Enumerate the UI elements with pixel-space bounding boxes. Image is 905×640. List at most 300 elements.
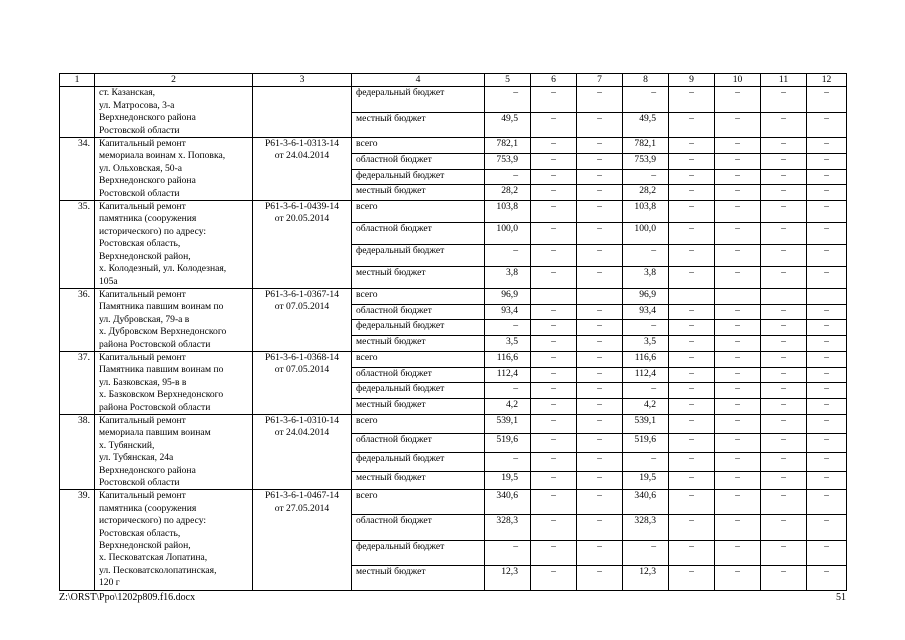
address-cell: [95, 87, 253, 138]
table-row: [60, 288, 847, 304]
value-cell-col6: –: [531, 452, 577, 471]
value-cell-col10: –: [715, 414, 761, 433]
funding-source-cell: областной бюджет: [352, 515, 485, 540]
registration-cell: [253, 138, 352, 201]
value-cell-col8: 28,2: [623, 185, 669, 201]
value-cell-col9: –: [669, 223, 715, 245]
value-cell-col6: –: [531, 515, 577, 540]
value-cell-col6: –: [531, 336, 577, 352]
value-cell-col5: –: [485, 540, 531, 565]
text-line: исторического) по адресу:: [99, 515, 207, 527]
value-cell-col7: –: [577, 138, 623, 154]
registration-cell: [253, 288, 352, 351]
value-cell-col12: –: [807, 383, 847, 399]
value-cell-col11: –: [761, 367, 807, 383]
value-cell-col10: –: [715, 153, 761, 169]
text-line: памятника (сооружения: [99, 213, 197, 225]
value-cell-col8: –: [623, 87, 669, 112]
text-line: от 07.05.2014: [274, 301, 330, 313]
value-cell-col7: –: [577, 383, 623, 399]
table-row: [60, 351, 847, 367]
value-cell-col11: –: [761, 452, 807, 471]
value-cell-col6: –: [531, 367, 577, 383]
value-cell-col5: 19,5: [485, 471, 531, 490]
value-cell-col11: –: [761, 471, 807, 490]
value-cell-col5: 782,1: [485, 138, 531, 154]
table-row: [60, 490, 847, 515]
value-cell-col5: 753,9: [485, 153, 531, 169]
text-line: Верхнедонского района: [99, 175, 196, 187]
funding-source-cell: всего: [352, 288, 485, 304]
value-cell-col11: –: [761, 244, 807, 266]
budget-table: [59, 73, 847, 591]
column-header-10: 10: [715, 74, 761, 87]
text-line: Памятника павшим воинам по: [99, 301, 224, 313]
value-cell-col12: –: [807, 452, 847, 471]
value-cell-col11: –: [761, 138, 807, 154]
value-cell-col9: –: [669, 383, 715, 399]
value-cell-col9: –: [669, 540, 715, 565]
value-cell-col8: 96,9: [623, 288, 669, 304]
text-line: Р61-3-6-1-0439-14: [264, 201, 340, 213]
registration-cell: [253, 490, 352, 590]
value-cell-col10: –: [715, 351, 761, 367]
entry-number-cell: [60, 87, 95, 138]
funding-source-cell: всего: [352, 351, 485, 367]
value-cell-col12: –: [807, 351, 847, 367]
text-line: ст. Казанская,: [99, 87, 156, 99]
text-line: Р61-3-6-1-0467-14: [264, 490, 340, 502]
funding-source-cell: всего: [352, 490, 485, 515]
value-cell-col10: –: [715, 515, 761, 540]
value-cell-col9: –: [669, 471, 715, 490]
value-cell-col7: –: [577, 367, 623, 383]
value-cell-col6: –: [531, 540, 577, 565]
text-line: ул. Матросова, 3-а: [99, 99, 175, 111]
text-line: памятника (сооружения: [99, 502, 197, 514]
value-cell-col11: –: [761, 153, 807, 169]
value-cell-col8: –: [623, 169, 669, 185]
text-line: х. Дубровском Верхнедонского: [99, 326, 227, 338]
funding-source-cell: федеральный бюджет: [352, 540, 485, 565]
value-cell-col12: –: [807, 138, 847, 154]
value-cell-col7: –: [577, 452, 623, 471]
value-cell-col11: –: [761, 351, 807, 367]
funding-source-cell: местный бюджет: [352, 185, 485, 201]
value-cell-col10: –: [715, 490, 761, 515]
value-cell-col5: 49,5: [485, 112, 531, 137]
funding-source-cell: местный бюджет: [352, 471, 485, 490]
value-cell-col11: –: [761, 266, 807, 288]
text-line: х. Базковском Верхнедонского: [99, 389, 224, 401]
value-cell-col5: 4,2: [485, 399, 531, 415]
value-cell-col7: –: [577, 336, 623, 352]
value-cell-col7: –: [577, 185, 623, 201]
value-cell-col7: –: [577, 112, 623, 137]
value-cell-col10: –: [715, 112, 761, 137]
value-cell-col7: –: [577, 153, 623, 169]
value-cell-col7: –: [577, 320, 623, 336]
funding-source-cell: федеральный бюджет: [352, 452, 485, 471]
value-cell-col6: –: [531, 471, 577, 490]
text-line: Капитальный ремонт: [99, 414, 186, 426]
value-cell-col5: –: [485, 169, 531, 185]
value-cell-col11: –: [761, 383, 807, 399]
value-cell-col11: –: [761, 169, 807, 185]
value-cell-col8: 328,3: [623, 515, 669, 540]
value-cell-col9: –: [669, 87, 715, 112]
text-line: Р61-3-6-1-0367-14: [264, 288, 340, 300]
text-line: Ростовской области: [99, 187, 180, 199]
column-header-12: 12: [807, 74, 847, 87]
funding-source-cell: областной бюджет: [352, 223, 485, 245]
value-cell-col8: 12,3: [623, 565, 669, 590]
column-header-4: 4: [352, 74, 485, 87]
value-cell-col12: [807, 288, 847, 304]
text-line: х. Песковатская Лопатина,: [99, 552, 208, 564]
value-cell-col12: –: [807, 414, 847, 433]
column-header-1: 1: [60, 74, 95, 87]
value-cell-col5: 93,4: [485, 304, 531, 320]
value-cell-col10: –: [715, 320, 761, 336]
value-cell-col10: –: [715, 433, 761, 452]
text-line: Верхнедонской район,: [99, 250, 191, 262]
entry-number-cell: 39.: [60, 490, 95, 590]
registration-cell: [253, 201, 352, 289]
value-cell-col5: 96,9: [485, 288, 531, 304]
value-cell-col12: –: [807, 565, 847, 590]
value-cell-col12: –: [807, 266, 847, 288]
value-cell-col6: –: [531, 433, 577, 452]
text-line: мемориала павшим воинам: [99, 427, 211, 439]
entry-number-cell: 38.: [60, 414, 95, 489]
text-line: исторического) по адресу:: [99, 225, 207, 237]
funding-source-cell: областной бюджет: [352, 367, 485, 383]
value-cell-col7: –: [577, 515, 623, 540]
value-cell-col7: –: [577, 223, 623, 245]
value-cell-col10: –: [715, 540, 761, 565]
value-cell-col6: –: [531, 153, 577, 169]
value-cell-col7: –: [577, 304, 623, 320]
value-cell-col11: –: [761, 565, 807, 590]
value-cell-col12: –: [807, 367, 847, 383]
page-number: 51: [836, 592, 846, 603]
value-cell-col8: 539,1: [623, 414, 669, 433]
value-cell-col8: –: [623, 540, 669, 565]
funding-source-cell: местный бюджет: [352, 399, 485, 415]
address-cell: [95, 138, 253, 201]
funding-source-cell: федеральный бюджет: [352, 87, 485, 112]
column-header-11: 11: [761, 74, 807, 87]
table-row: [60, 201, 847, 223]
text-line: ул. Ольховская, 50-а: [99, 162, 183, 174]
value-cell-col7: –: [577, 490, 623, 515]
value-cell-col9: –: [669, 414, 715, 433]
funding-source-cell: местный бюджет: [352, 336, 485, 352]
value-cell-col8: 340,6: [623, 490, 669, 515]
value-cell-col11: –: [761, 336, 807, 352]
value-cell-col11: –: [761, 399, 807, 415]
funding-source-cell: федеральный бюджет: [352, 244, 485, 266]
address-cell: [95, 288, 253, 351]
table-row: [60, 87, 847, 112]
value-cell-col5: 12,3: [485, 565, 531, 590]
value-cell-col10: –: [715, 138, 761, 154]
value-cell-col5: 519,6: [485, 433, 531, 452]
table-row: [60, 414, 847, 433]
value-cell-col7: –: [577, 399, 623, 415]
value-cell-col5: 103,8: [485, 201, 531, 223]
value-cell-col11: –: [761, 223, 807, 245]
text-line: района Ростовской области: [99, 338, 211, 350]
value-cell-col10: –: [715, 336, 761, 352]
text-line: от 07.05.2014: [274, 364, 330, 376]
value-cell-col10: [715, 288, 761, 304]
value-cell-col9: –: [669, 515, 715, 540]
value-cell-col10: –: [715, 399, 761, 415]
column-header-5: 5: [485, 74, 531, 87]
address-cell: [95, 201, 253, 289]
value-cell-col8: 100,0: [623, 223, 669, 245]
value-cell-col12: –: [807, 112, 847, 137]
value-cell-col9: –: [669, 490, 715, 515]
value-cell-col10: –: [715, 185, 761, 201]
value-cell-col12: –: [807, 185, 847, 201]
value-cell-col9: –: [669, 138, 715, 154]
text-line: Ростовская область,: [99, 527, 181, 539]
value-cell-col5: 340,6: [485, 490, 531, 515]
value-cell-col7: –: [577, 565, 623, 590]
value-cell-col12: –: [807, 540, 847, 565]
entry-number-cell: 35.: [60, 201, 95, 289]
value-cell-col5: 100,0: [485, 223, 531, 245]
value-cell-col12: –: [807, 244, 847, 266]
text-line: Капитальный ремонт: [99, 201, 186, 213]
value-cell-col8: 3,5: [623, 336, 669, 352]
value-cell-col8: 116,6: [623, 351, 669, 367]
text-line: Верхнедонской район,: [99, 540, 191, 552]
text-line: Р61-3-6-1-0368-14: [264, 351, 340, 363]
funding-source-cell: местный бюджет: [352, 266, 485, 288]
text-line: 120 г: [99, 577, 120, 589]
value-cell-col11: –: [761, 320, 807, 336]
column-header-6: 6: [531, 74, 577, 87]
value-cell-col10: –: [715, 244, 761, 266]
value-cell-col8: 519,6: [623, 433, 669, 452]
value-cell-col5: 539,1: [485, 414, 531, 433]
funding-source-cell: всего: [352, 138, 485, 154]
value-cell-col7: –: [577, 266, 623, 288]
value-cell-col8: 753,9: [623, 153, 669, 169]
value-cell-col6: –: [531, 244, 577, 266]
value-cell-col7: –: [577, 540, 623, 565]
text-line: ул. Дубровская, 79-а в: [99, 313, 190, 325]
value-cell-col12: –: [807, 153, 847, 169]
value-cell-col6: –: [531, 320, 577, 336]
value-cell-col9: –: [669, 266, 715, 288]
value-cell-col8: 4,2: [623, 399, 669, 415]
value-cell-col7: –: [577, 201, 623, 223]
value-cell-col10: –: [715, 201, 761, 223]
value-cell-col12: –: [807, 336, 847, 352]
value-cell-col6: –: [531, 399, 577, 415]
value-cell-col8: 112,4: [623, 367, 669, 383]
value-cell-col6: –: [531, 201, 577, 223]
value-cell-col8: 93,4: [623, 304, 669, 320]
value-cell-col11: –: [761, 540, 807, 565]
value-cell-col9: –: [669, 153, 715, 169]
text-line: ул. Тубянская, 24а: [99, 452, 174, 464]
file-path-footer: Z:\ORST\Ppo\1202p809.f16.docx: [59, 592, 196, 603]
value-cell-col12: –: [807, 320, 847, 336]
value-cell-col7: –: [577, 471, 623, 490]
value-cell-col11: –: [761, 490, 807, 515]
column-header-2: 2: [95, 74, 253, 87]
value-cell-col12: –: [807, 169, 847, 185]
value-cell-col12: –: [807, 471, 847, 490]
value-cell-col9: –: [669, 399, 715, 415]
funding-source-cell: областной бюджет: [352, 304, 485, 320]
value-cell-col11: –: [761, 414, 807, 433]
value-cell-col7: –: [577, 351, 623, 367]
value-cell-col6: –: [531, 185, 577, 201]
text-line: х. Колодезный, ул. Колодезная,: [99, 263, 227, 275]
text-line: 105а: [99, 275, 118, 287]
value-cell-col6: [531, 288, 577, 304]
value-cell-col10: –: [715, 87, 761, 112]
value-cell-col5: 3,8: [485, 266, 531, 288]
value-cell-col7: [577, 288, 623, 304]
column-header-7: 7: [577, 74, 623, 87]
value-cell-col7: –: [577, 169, 623, 185]
column-header-9: 9: [669, 74, 715, 87]
text-line: Капитальный ремонт: [99, 138, 186, 150]
value-cell-col9: –: [669, 367, 715, 383]
value-cell-col12: –: [807, 515, 847, 540]
value-cell-col9: –: [669, 201, 715, 223]
value-cell-col6: –: [531, 414, 577, 433]
table-row: [60, 138, 847, 154]
text-line: х. Тубянский,: [99, 439, 155, 451]
funding-source-cell: местный бюджет: [352, 565, 485, 590]
value-cell-col6: –: [531, 266, 577, 288]
value-cell-col10: –: [715, 223, 761, 245]
text-line: Капитальный ремонт: [99, 351, 186, 363]
value-cell-col11: –: [761, 87, 807, 112]
funding-source-cell: местный бюджет: [352, 112, 485, 137]
text-line: Верхнедонского района: [99, 464, 196, 476]
value-cell-col6: –: [531, 383, 577, 399]
text-line: Р61-3-6-1-0310-14: [264, 414, 340, 426]
value-cell-col10: –: [715, 304, 761, 320]
value-cell-col12: –: [807, 223, 847, 245]
value-cell-col10: –: [715, 565, 761, 590]
text-line: от 27.05.2014: [274, 502, 330, 514]
value-cell-col9: –: [669, 452, 715, 471]
value-cell-col9: –: [669, 244, 715, 266]
funding-source-cell: всего: [352, 414, 485, 433]
value-cell-col5: 3,5: [485, 336, 531, 352]
value-cell-col9: –: [669, 185, 715, 201]
value-cell-col11: –: [761, 112, 807, 137]
value-cell-col5: –: [485, 452, 531, 471]
value-cell-col9: –: [669, 565, 715, 590]
value-cell-col6: –: [531, 87, 577, 112]
value-cell-col6: –: [531, 112, 577, 137]
text-line: ул. Базковская, 95-в в: [99, 376, 187, 388]
funding-source-cell: областной бюджет: [352, 153, 485, 169]
address-cell: [95, 414, 253, 489]
value-cell-col5: 112,4: [485, 367, 531, 383]
value-cell-col12: –: [807, 87, 847, 112]
value-cell-col5: –: [485, 244, 531, 266]
funding-source-cell: федеральный бюджет: [352, 320, 485, 336]
text-line: Капитальный ремонт: [99, 288, 186, 300]
value-cell-col6: –: [531, 304, 577, 320]
value-cell-col5: 328,3: [485, 515, 531, 540]
value-cell-col8: 49,5: [623, 112, 669, 137]
value-cell-col12: –: [807, 304, 847, 320]
value-cell-col9: –: [669, 336, 715, 352]
value-cell-col12: –: [807, 433, 847, 452]
value-cell-col9: –: [669, 351, 715, 367]
value-cell-col7: –: [577, 244, 623, 266]
value-cell-col5: –: [485, 87, 531, 112]
value-cell-col9: –: [669, 169, 715, 185]
column-header-3: 3: [253, 74, 352, 87]
text-line: Капитальный ремонт: [99, 490, 186, 502]
address-cell: [95, 351, 253, 414]
text-line: ул. Песковатсколопатинская,: [99, 564, 217, 576]
value-cell-col9: –: [669, 320, 715, 336]
value-cell-col11: [761, 288, 807, 304]
value-cell-col7: –: [577, 87, 623, 112]
value-cell-col12: –: [807, 201, 847, 223]
text-line: Памятника павшим воинам по: [99, 364, 224, 376]
text-line: района Ростовской области: [99, 401, 211, 413]
value-cell-col6: –: [531, 169, 577, 185]
entry-number-cell: 34.: [60, 138, 95, 201]
value-cell-col11: –: [761, 304, 807, 320]
value-cell-col9: –: [669, 433, 715, 452]
registration-cell: [253, 414, 352, 489]
value-cell-col8: 19,5: [623, 471, 669, 490]
value-cell-col10: –: [715, 367, 761, 383]
value-cell-col5: –: [485, 320, 531, 336]
value-cell-col8: –: [623, 244, 669, 266]
text-line: Ростовская область,: [99, 238, 181, 250]
text-line: Верхнедонского района: [99, 112, 196, 124]
value-cell-col7: –: [577, 433, 623, 452]
funding-source-cell: федеральный бюджет: [352, 169, 485, 185]
text-line: Ростовской области: [99, 124, 180, 136]
column-header-8: 8: [623, 74, 669, 87]
text-line: Ростовской области: [99, 477, 180, 488]
value-cell-col10: –: [715, 383, 761, 399]
value-cell-col5: –: [485, 383, 531, 399]
registration-cell: [253, 87, 352, 138]
funding-source-cell: федеральный бюджет: [352, 383, 485, 399]
registration-cell: [253, 351, 352, 414]
funding-source-cell: областной бюджет: [352, 433, 485, 452]
entry-number-cell: 36.: [60, 288, 95, 351]
text-line: от 20.05.2014: [274, 213, 330, 225]
value-cell-col8: 782,1: [623, 138, 669, 154]
text-line: Р61-3-6-1-0313-14: [264, 138, 340, 150]
value-cell-col10: –: [715, 452, 761, 471]
value-cell-col10: –: [715, 266, 761, 288]
value-cell-col11: –: [761, 201, 807, 223]
